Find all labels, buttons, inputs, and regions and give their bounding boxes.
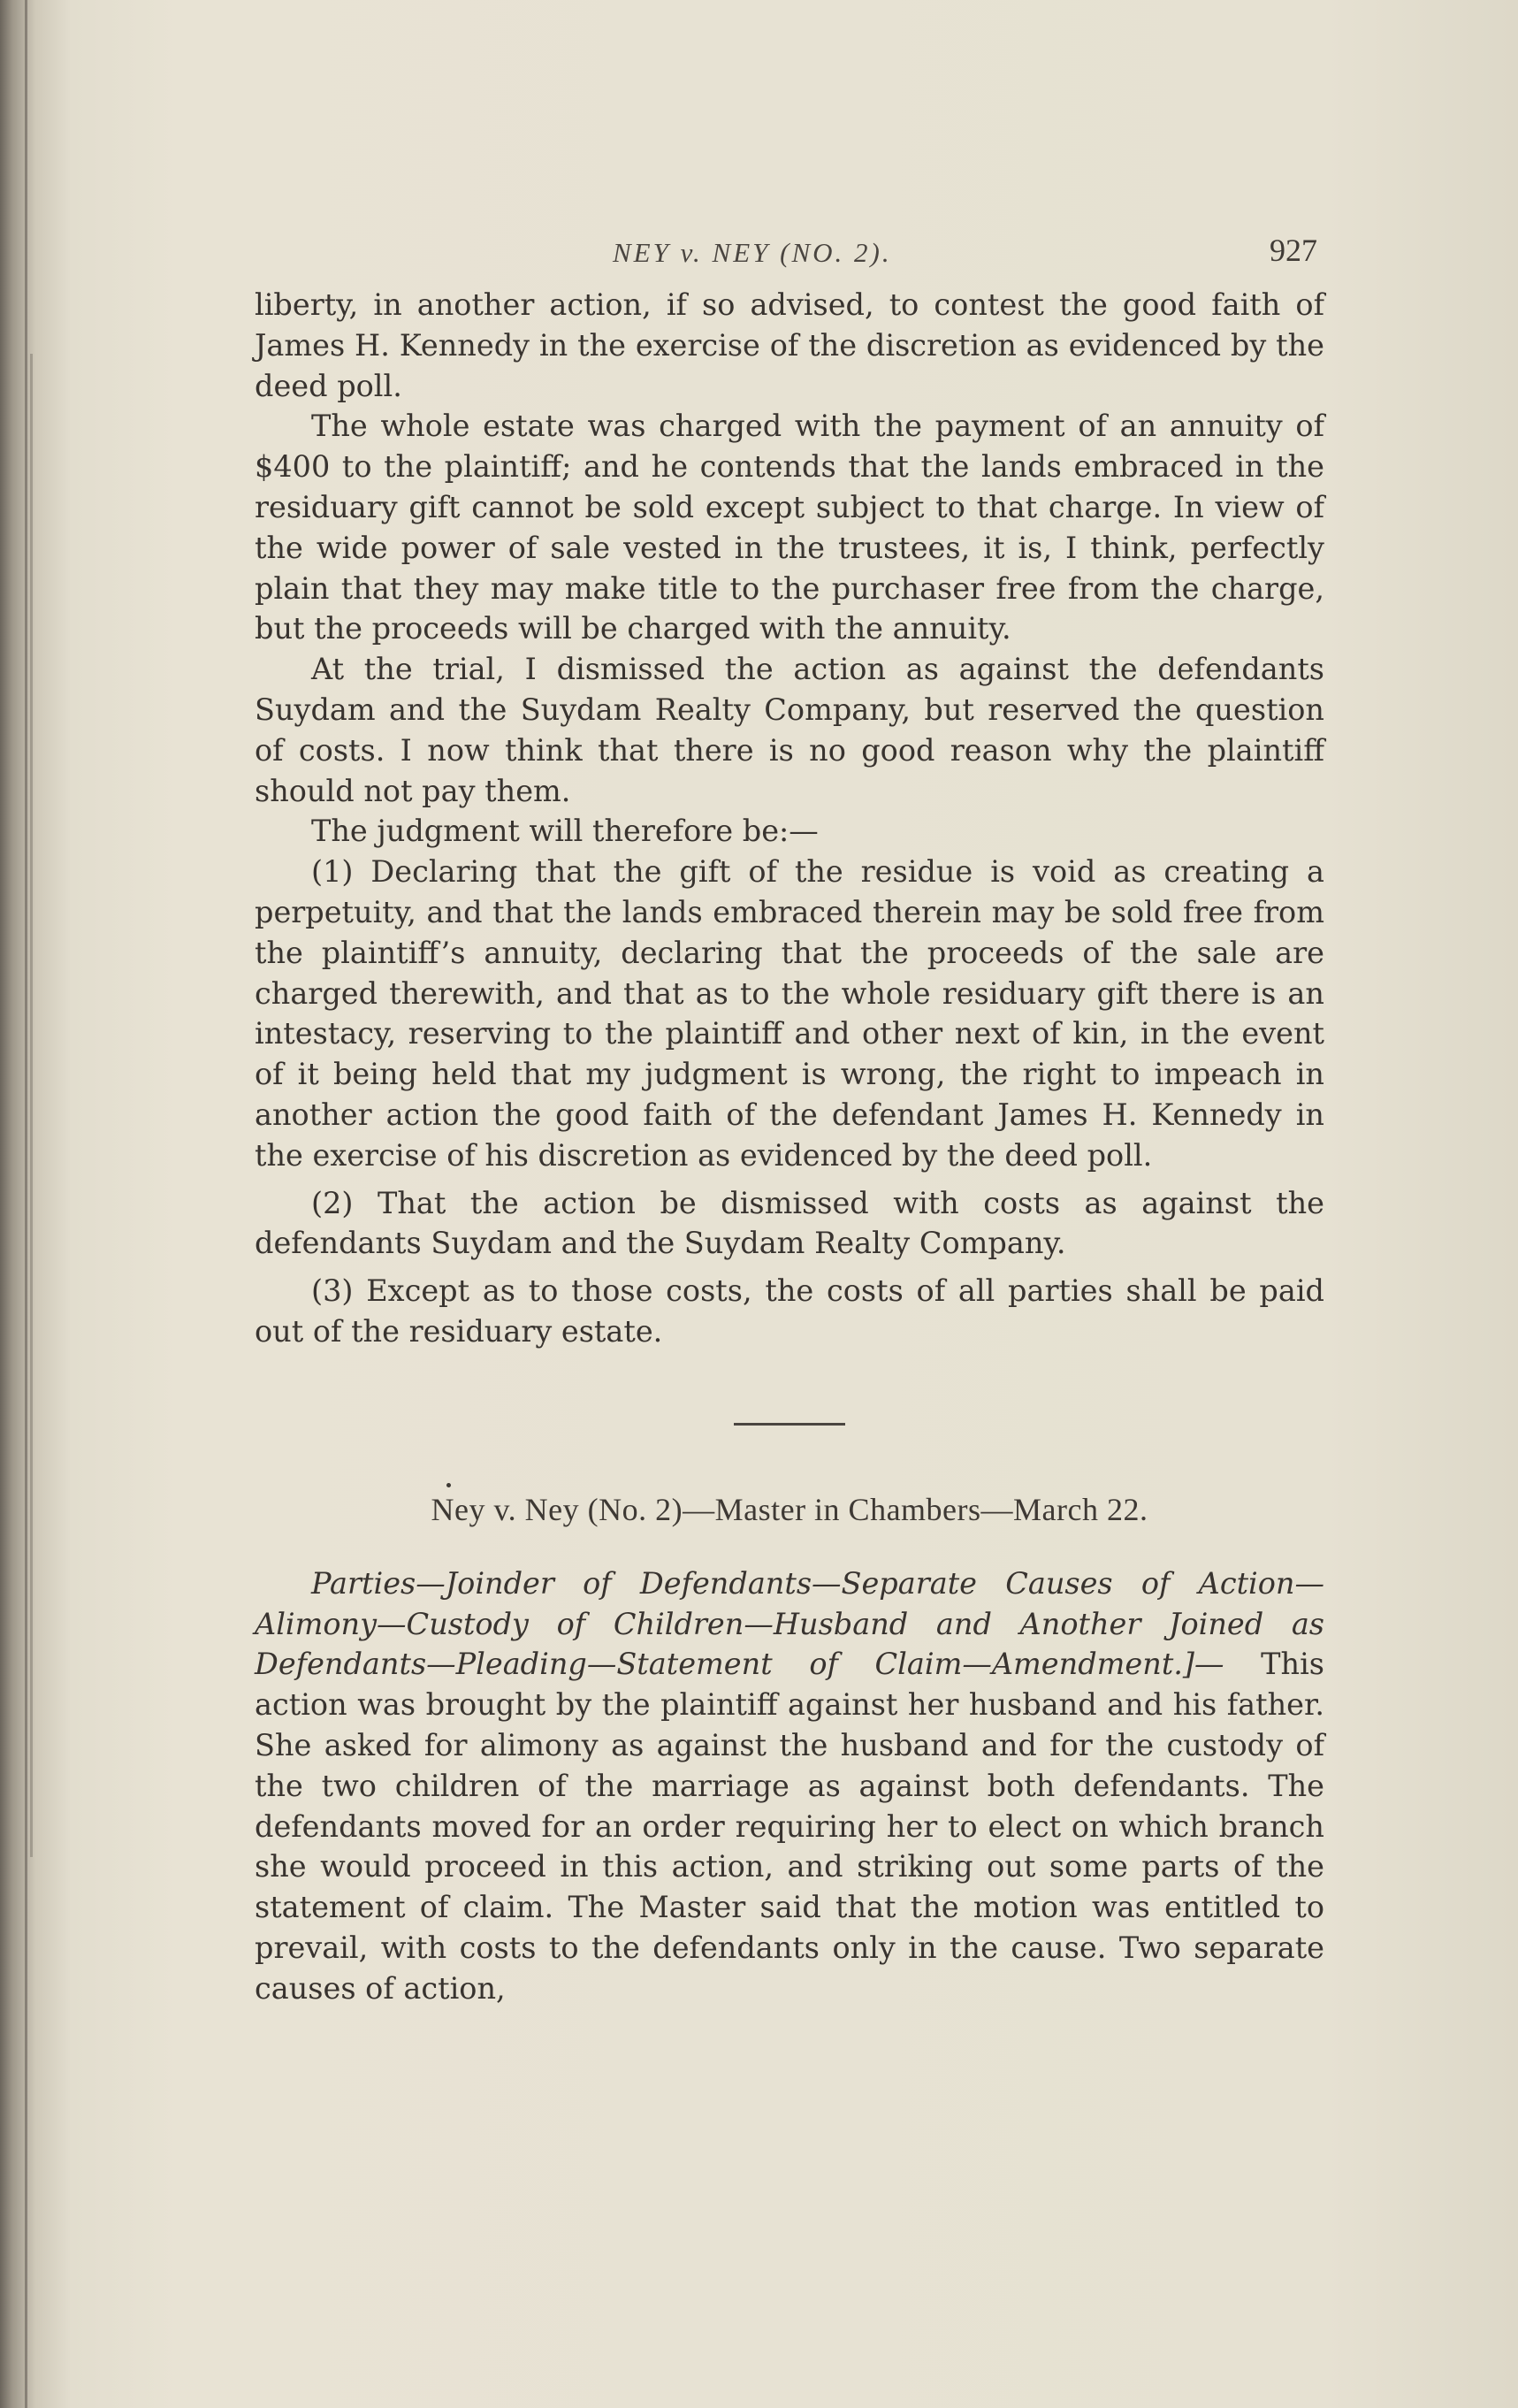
judgment-item-1: (1) Declaring that the gift of the residue is void as creating a perpetuity, and that the lands embraced therein may be sold free from the plaintiff’s annuity, declaring that the proceeds of the sale are charged therewith, and that as to the whole residuary gift there is an intestacy, reserving to the plaintiff and other next of kin, in the event of it being held that my judgment is wrong, the right to impeach in another action the good faith of the defendant James H. Kennedy in the exercise of his discretion as evidenced by the deed poll. <box>255 854 1324 1173</box>
running-title: NEY v. NEY (NO. 2). <box>613 237 892 268</box>
case-heading: Ney v. Ney (No. 2)—Master in Chambers—March 22. <box>431 1491 1148 1527</box>
judgment-item-2: (2) That the action be dismissed with costs as against the defendants Suydam and the Suydam Realty Company. <box>255 1185 1324 1261</box>
section-separator <box>734 1423 845 1426</box>
judgment-item-3: (3) Except as to those costs, the costs of all parties shall be paid out of the residuary estate. <box>255 1273 1324 1349</box>
paragraph-annuity: The whole estate was charged with the payment of an annuity of $400 to the plaintiff; and he contends that the lands embraced in the residuary gift cannot be sold except subject to that charge. In view of the wide power of sale vested in the trustees, it is, I think, perfectly plain that they may make title to the purchaser free from the charge, but the proceeds will be charged with the annuity. <box>255 409 1324 646</box>
headnote <box>255 1563 1324 2009</box>
running-head <box>255 232 1324 285</box>
page-content <box>255 232 1324 2008</box>
binding-edge-line <box>25 0 27 2408</box>
ink-speck <box>446 1483 451 1487</box>
paragraph-continuation: liberty, in another action, if so advised, to contest the good faith of James H. Kennedy in the exercise of the discretion as evidenced by the deed poll. <box>255 287 1324 403</box>
paragraph-trial: At the trial, I dismissed the action as against the defendants Suydam and the Suydam Realty Company, but reserved the question of costs. I now think that there is no good reason why the plaintiff should not pay them. <box>255 652 1324 808</box>
paragraph-judgment-intro: The judgment will therefore be:— <box>311 814 819 849</box>
headnote-text: This action was brought by the plaintiff against her husband and his father. She asked for alimony as against the husband and for the custody of the two children of the marriage as against both defendants. The defendants moved for an order requiring her to elect on which branch she would proceed in this action, and striking out some parts of the statement of claim. The Master said that the motion was entitled to prevail, with costs to the defendants only in the cause. Two separate causes of action, <box>255 1647 1324 2006</box>
headnote-catchwords: Parties—Joinder of Defendants—Separate Causes of Action—Alimony—Custody of Children—Husband and Another Joined as Defendants—Pleading—Statement of Claim—Amendment.]— <box>255 1565 1324 1682</box>
binding-edge-line <box>30 354 33 1857</box>
page-number: 927 <box>1270 233 1317 268</box>
